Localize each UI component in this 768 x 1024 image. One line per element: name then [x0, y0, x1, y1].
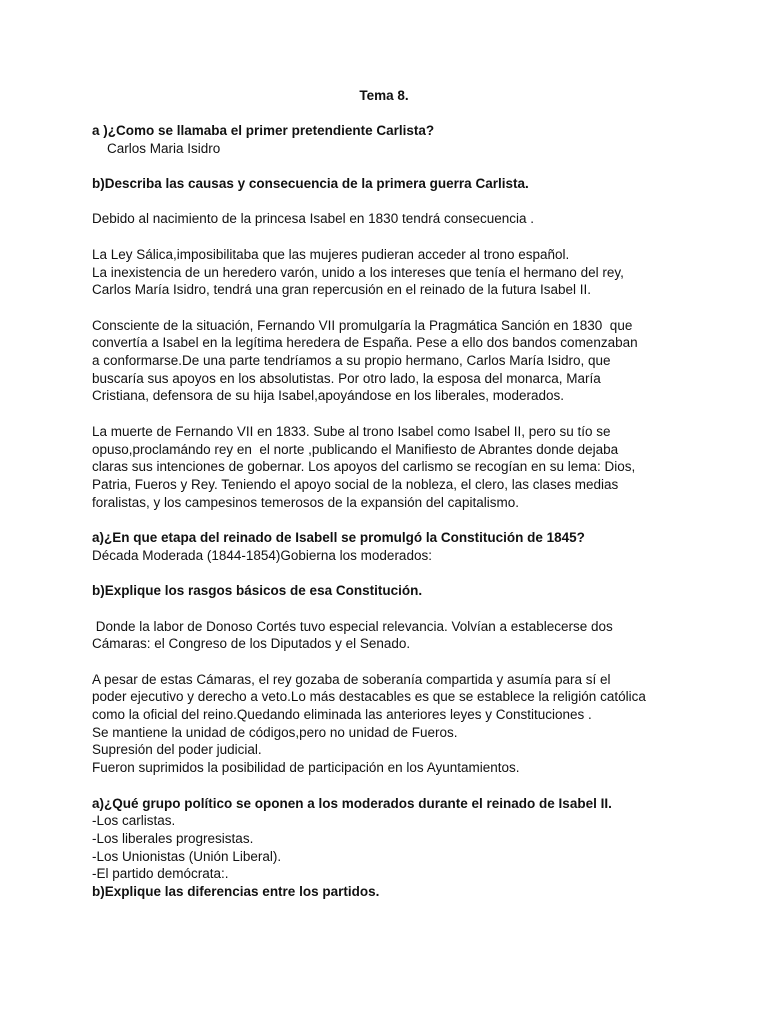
question-first-carlist-war: b)Describa las causas y consecuencia de la primera guerra Carlista.	[92, 176, 529, 192]
paragraph-line: opuso,proclamándo rey en el norte ,publicando el Manifiesto de Abrantes donde dejaba	[92, 441, 619, 457]
paragraph-line: La Ley Sálica,imposibilitaba que las mujeres pudieran acceder al trono español.	[92, 246, 570, 262]
paragraph-line: A pesar de estas Cámaras, el rey gozaba de soberanía compartida y asumía para sí el	[92, 671, 611, 687]
paragraph-line: claras sus intenciones de gobernar. Los apoyos del carlismo se recogían en su lema: Dios,	[92, 459, 636, 475]
paragraph-line: Fueron suprimidos la posibilidad de participación en los Ayuntamientos.	[92, 760, 520, 776]
question-party-differences: b)Explique las diferencias entre los partidos.	[92, 884, 380, 900]
paragraph-line: Carlos María Isidro, tendrá una gran repercusión en el reinado de la futura Isabel II.	[92, 282, 592, 298]
list-item: -Los Unionistas (Unión Liberal).	[92, 848, 282, 864]
question-first-carlist-pretender: a )¿Como se llamaba el primer pretendiente Carlista?	[92, 123, 435, 138]
document-title: Tema 8.	[359, 88, 409, 103]
answer-first-carlist-pretender: Carlos Maria Isidro	[92, 140, 221, 156]
paragraph-line: Debido al nacimiento de la princesa Isabel en 1830 tendrá consecuencia .	[92, 211, 535, 227]
question-constitution-1845: a)¿En que etapa del reinado de Isabell se promulgó la Constitución de 1845?	[92, 530, 585, 546]
paragraph-line: a conformarse.De una parte tendríamos a su propio hermano, Carlos María Isidro, que	[92, 353, 611, 369]
list-item: -El partido demócrata:.	[92, 866, 229, 882]
paragraph-line: Consciente de la situación, Fernando VII promulgaría la Pragmática Sanción en 1830 que	[92, 317, 633, 333]
list-item: -Los carlistas.	[92, 813, 176, 829]
paragraph-line: Cristiana, defensora de su hija Isabel,apoyándose en los liberales, moderados.	[92, 388, 565, 404]
paragraph-line: Patria, Fueros y Rey. Teniendo el apoyo social de la nobleza, el clero, las clases medias	[92, 476, 619, 492]
paragraph-line: poder ejecutivo y derecho a veto.Lo más destacables es que se establece la religión católica	[92, 689, 646, 705]
paragraph-line: La muerte de Fernando VII en 1833. Sube al trono Isabel como Isabel II, pero su tío se	[92, 423, 611, 439]
list-item: -Los liberales progresistas.	[92, 830, 254, 846]
question-opposing-groups: a)¿Qué grupo político se oponen a los moderados durante el reinado de Isabel II.	[92, 795, 612, 811]
answer-constitution-1845: Década Moderada (1844-1854)Gobierna los moderados:	[92, 547, 432, 563]
paragraph-line: convertía a Isabel en la legítima heredera de España. Pese a ello dos bandos comenzaban	[92, 335, 638, 351]
paragraph-line: Donde la labor de Donoso Cortés tuvo especial relevancia. Volvían a establecerse dos	[92, 618, 613, 634]
paragraph-line: foralistas, y los campesinos temerosos de la expansión del capitalismo.	[92, 494, 519, 510]
paragraph-line: Se mantiene la unidad de códigos,pero no unidad de Fueros.	[92, 724, 458, 740]
paragraph-line: La inexistencia de un heredero varón, unido a los intereses que tenía el hermano del rey,	[92, 264, 624, 280]
paragraph-line: Cámaras: el Congreso de los Diputados y el Senado.	[92, 636, 411, 652]
paragraph-line: como la oficial del reino.Quedando eliminada las anteriores leyes y Constituciones .	[92, 707, 592, 723]
paragraph-line: Supresión del poder judicial.	[92, 742, 262, 758]
question-constitution-features: b)Explique los rasgos básicos de esa Constitución.	[92, 583, 423, 599]
paragraph-line: buscaría sus apoyos en los absolutistas. Por otro lado, la esposa del monarca, María	[92, 370, 601, 386]
document-body	[92, 122, 692, 901]
